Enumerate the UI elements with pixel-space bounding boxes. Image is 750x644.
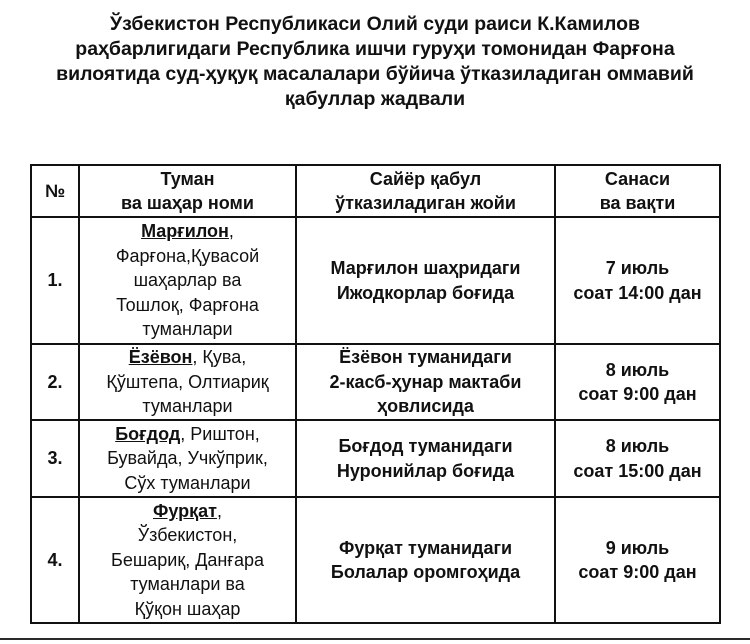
date-cell: 7 июль соат 14:00 дан	[555, 217, 720, 344]
header-number: №	[31, 165, 79, 217]
bottom-divider	[0, 638, 750, 640]
date-cell: 9 июль соат 9:00 дан	[555, 497, 720, 623]
place-cell: Марғилон шаҳридаги Ижодкорлар боғида	[296, 217, 555, 344]
header-date: Санаси ва вақти	[555, 165, 720, 217]
district-cell: Марғилон, Фарғона,Қувасой шаҳарлар ва Тошлоқ, Фарғона туманлари	[79, 217, 296, 344]
title-line: қабуллар жадвали	[284, 88, 466, 110]
document-title	[20, 12, 730, 112]
town-name: Боғдод	[115, 423, 181, 444]
title-line: вилоятида суд-ҳуқуқ масалалари бўйича ўтказиладиган оммавий	[56, 63, 694, 85]
row-number: 2.	[31, 344, 79, 420]
header-district: Туман ва шаҳар номи	[79, 165, 296, 217]
table-row	[31, 217, 720, 344]
date-cell: 8 июль соат 9:00 дан	[555, 344, 720, 420]
row-number: 4.	[31, 497, 79, 623]
district-cell: Боғдод, Риштон, Бувайда, Учкўприк, Сўх туманлари	[79, 420, 296, 497]
table-row	[31, 420, 720, 497]
reception-schedule-table	[30, 164, 721, 624]
table-header-row	[31, 165, 720, 217]
table-row	[31, 497, 720, 623]
title-line: Ўзбекистон Республикаси Олий суди раиси К.Камилов	[109, 13, 640, 35]
district-cell: Ёзёвон, Қува, Қўштепа, Олтиариқ туманлари	[79, 344, 296, 420]
date-cell: 8 июль соат 15:00 дан	[555, 420, 720, 497]
place-cell: Фурқат туманидаги Болалар оромгоҳида	[296, 497, 555, 623]
town-name: Марғилон	[141, 221, 229, 242]
town-name: Фурқат	[153, 500, 217, 521]
place-cell: Боғдод туманидаги Нуронийлар боғида	[296, 420, 555, 497]
place-cell: Ёзёвон туманидаги 2-касб-ҳунар мактаби ҳовлисида	[296, 344, 555, 420]
row-number: 1.	[31, 217, 79, 344]
table-row	[31, 344, 720, 420]
title-line: раҳбарлигидаги Республика ишчи гуруҳи томонидан Фарғона	[75, 38, 675, 60]
row-number: 3.	[31, 420, 79, 497]
header-place: Сайёр қабул ўтказиладиган жойи	[296, 165, 555, 217]
district-cell: Фурқат, Ўзбекистон, Бешариқ, Данғара туманлари ва Қўқон шаҳар	[79, 497, 296, 623]
town-name: Ёзёвон	[128, 347, 193, 368]
